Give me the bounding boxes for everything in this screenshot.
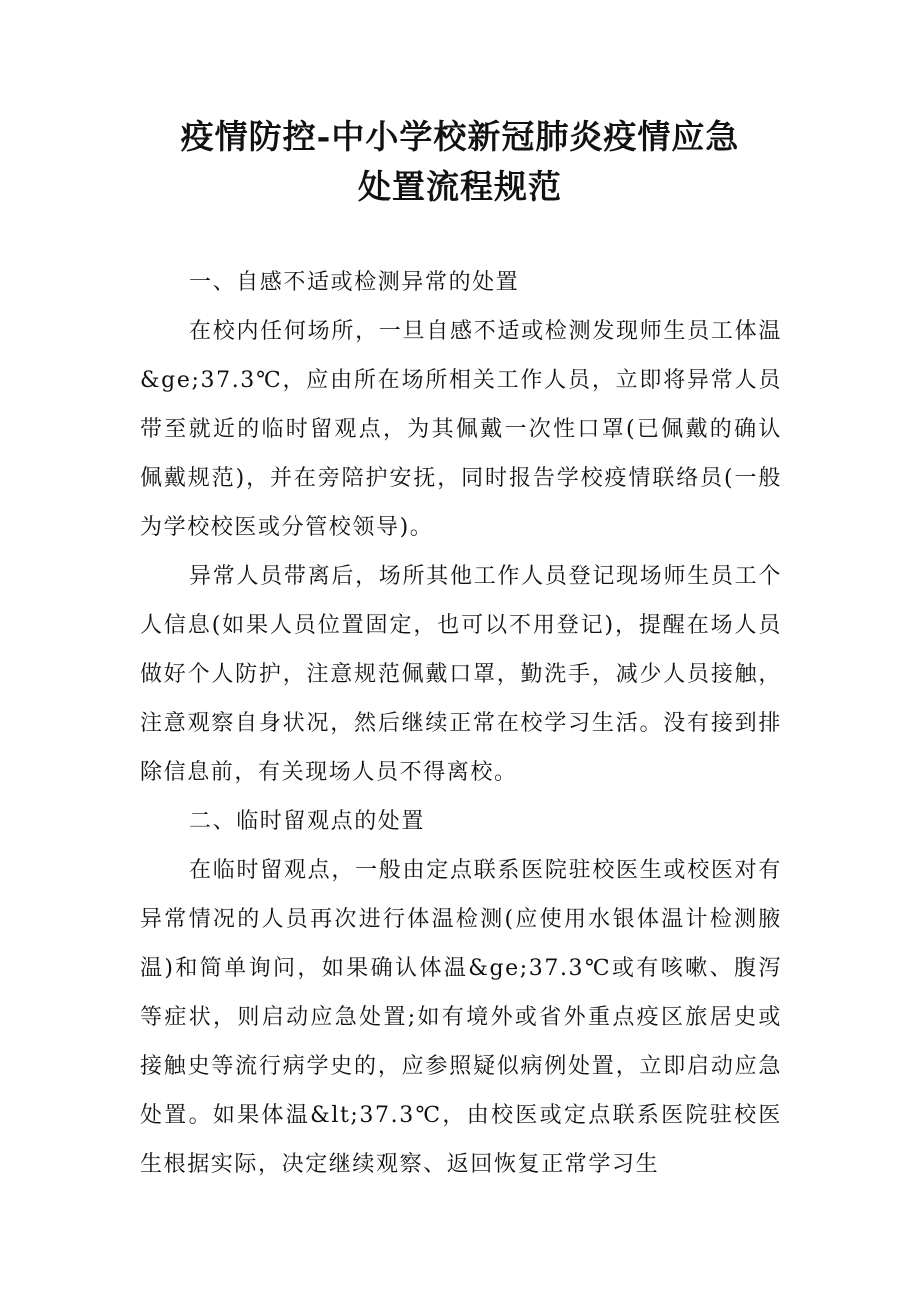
section-heading-2: 二、临时留观点的处置: [189, 809, 426, 834]
document-title: [140, 112, 780, 212]
paragraph-2: 异常人员带离后，场所其他工作人员登记现场师生员工个人信息(如果人员位置固定，也可以不用登记)，提醒在场人员做好个人防护，注意规范佩戴口罩，勤洗手，减少人员接触，注意观察自身状况，然后继续正常在校学习生活。没有接到排除信息前，有关现场人员不得离校。: [140, 564, 782, 785]
title-line-1: 疫情防控-中小学校新冠肺炎疫情应急: [180, 117, 740, 156]
document-body: [140, 258, 782, 1189]
paragraph-1: 在校内任何场所，一旦自感不适或检测发现师生员工体温&ge;37.3℃，应由所在场所相关工作人员，立即将异常人员带至就近的临时留观点，为其佩戴一次性口罩(已佩戴的确认佩戴规范)，并在旁陪护安抚，同时报告学校疫情联络员(一般为学校校医或分管校领导)。: [140, 319, 782, 540]
title-line-2: 处置流程规范: [358, 167, 562, 206]
paragraph-3: 在临时留观点，一般由定点联系医院驻校医生或校医对有异常情况的人员再次进行体温检测(应使用水银体温计检测腋温)和简单询问，如果确认体温&ge;37.3℃或有咳嗽、腹泻等症状，则启动应急处置;如有境外或省外重点疫区旅居史或接触史等流行病学史的，应参照疑似病例处置，立即启动应急处置。如果体温&lt;37.3℃，由校医或定点联系医院驻校医生根据实际，决定继续观察、返回恢复正常学习生: [140, 858, 782, 1177]
section-heading-1: 一、自感不适或检测异常的处置: [189, 270, 520, 295]
